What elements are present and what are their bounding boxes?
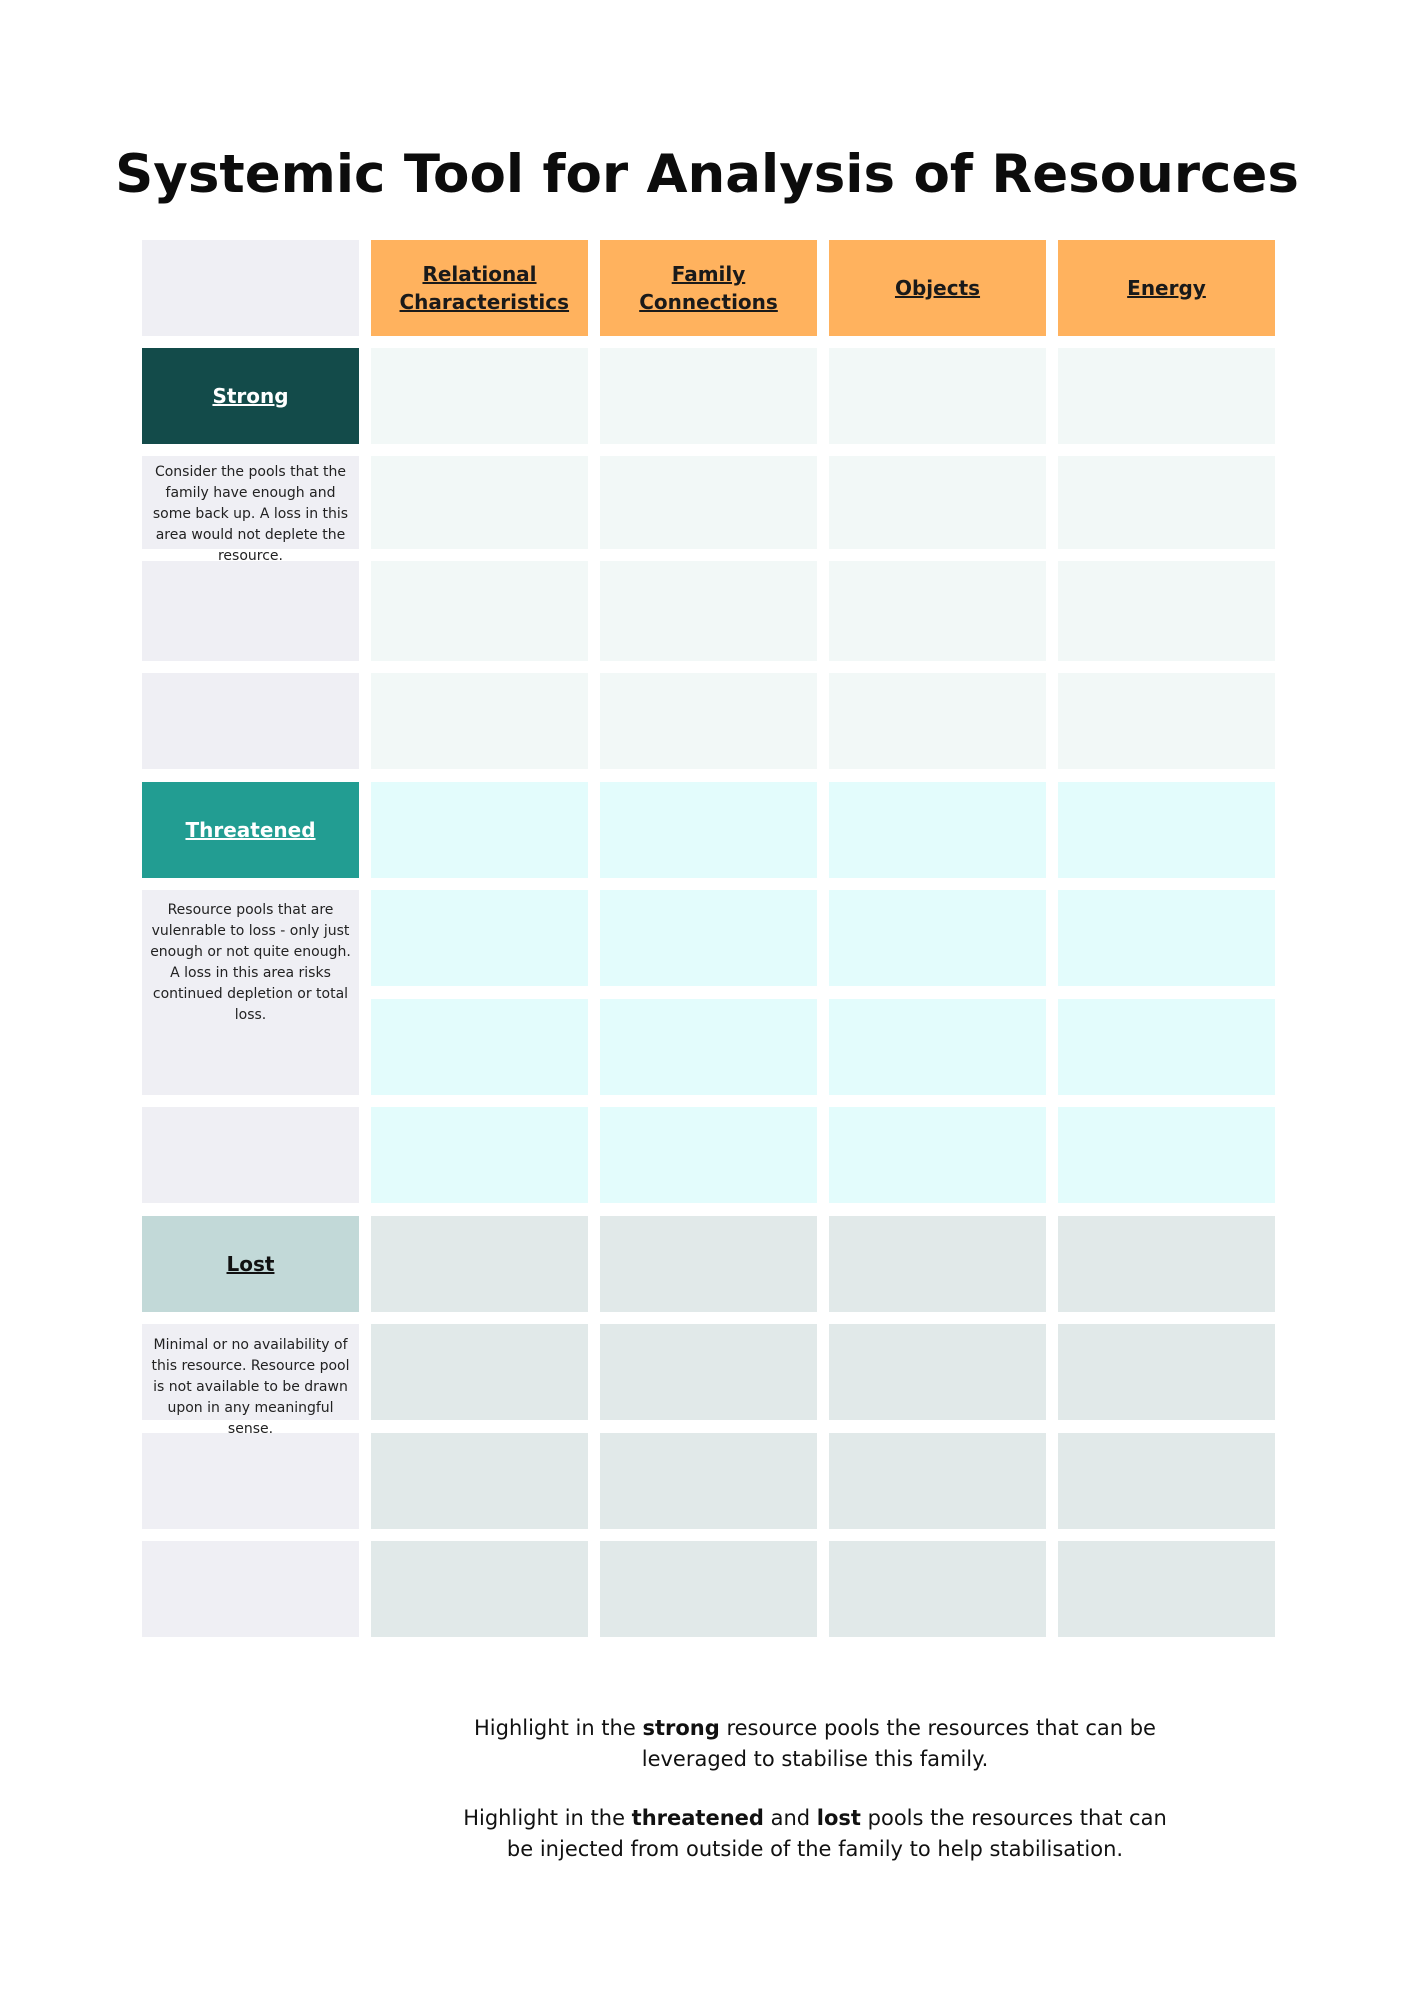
- grid-cell-strong[interactable]: [829, 456, 1046, 549]
- grid-cell-threatened[interactable]: [600, 782, 817, 878]
- grid-cell-lost[interactable]: [371, 1216, 588, 1312]
- grid-cell-lost[interactable]: [829, 1216, 1046, 1312]
- instruction-strong: [455, 1713, 1175, 1775]
- grid-cell-strong[interactable]: [1058, 561, 1275, 661]
- grid-cell-threatened[interactable]: [371, 782, 588, 878]
- column-header-label: Family Connections: [639, 262, 778, 314]
- grid-cell-strong[interactable]: [600, 673, 817, 769]
- instruction-emphasis: strong: [642, 1716, 720, 1740]
- grid-cell-threatened[interactable]: [829, 1107, 1046, 1203]
- column-header-family-connections: [600, 240, 817, 336]
- column-header-objects: [829, 240, 1046, 336]
- left-blank-cell: [142, 561, 359, 661]
- section-label-threatened: [142, 782, 359, 878]
- instruction-text: Highlight in the: [463, 1806, 632, 1830]
- corner-cell: [142, 240, 359, 336]
- column-header-relational: [371, 240, 588, 336]
- grid-cell-threatened[interactable]: [829, 782, 1046, 878]
- left-blank-cell: [142, 1107, 359, 1203]
- grid-cell-threatened[interactable]: [600, 1107, 817, 1203]
- grid-cell-strong[interactable]: [1058, 348, 1275, 444]
- grid-cell-strong[interactable]: [600, 456, 817, 549]
- grid-cell-threatened[interactable]: [371, 1107, 588, 1203]
- grid-cell-lost[interactable]: [1058, 1541, 1275, 1637]
- instruction-text: resource pools the resources that can be leveraged to stabilise this family.: [641, 1716, 1156, 1771]
- grid-cell-threatened[interactable]: [829, 890, 1046, 986]
- column-header-label: Objects: [894, 276, 981, 300]
- grid-cell-threatened[interactable]: [1058, 1107, 1275, 1203]
- grid-cell-threatened[interactable]: [1058, 999, 1275, 1095]
- grid-cell-lost[interactable]: [1058, 1216, 1275, 1312]
- grid-cell-lost[interactable]: [600, 1541, 817, 1637]
- grid-cell-strong[interactable]: [371, 561, 588, 661]
- left-blank-cell: [142, 1541, 359, 1637]
- section-label-lost: [142, 1216, 359, 1312]
- left-blank-cell: [142, 673, 359, 769]
- section-description-strong: Consider the pools that the family have enough and some back up. A loss in this area would not deplete the resource.: [152, 464, 349, 564]
- grid-cell-lost[interactable]: [371, 1541, 588, 1637]
- column-header-label: Relational Characteristics: [399, 262, 570, 314]
- grid-cell-lost[interactable]: [829, 1541, 1046, 1637]
- grid-cell-lost[interactable]: [600, 1216, 817, 1312]
- instruction-emphasis: threatened: [631, 1806, 764, 1830]
- instruction-emphasis: lost: [816, 1806, 861, 1830]
- instruction-text: and: [763, 1806, 817, 1830]
- column-header-energy: [1058, 240, 1275, 336]
- grid-cell-lost[interactable]: [1058, 1324, 1275, 1420]
- section-label-text: Lost: [226, 1252, 275, 1276]
- grid-cell-strong[interactable]: [1058, 673, 1275, 769]
- grid-cell-lost[interactable]: [600, 1324, 817, 1420]
- grid-cell-lost[interactable]: [371, 1433, 588, 1529]
- grid-cell-strong[interactable]: [829, 348, 1046, 444]
- grid-cell-lost[interactable]: [829, 1324, 1046, 1420]
- grid-cell-threatened[interactable]: [371, 999, 588, 1095]
- grid-cell-threatened[interactable]: [829, 999, 1046, 1095]
- grid-cell-lost[interactable]: [371, 1324, 588, 1420]
- grid-cell-strong[interactable]: [1058, 456, 1275, 549]
- grid-cell-strong[interactable]: [829, 673, 1046, 769]
- grid-cell-strong[interactable]: [371, 348, 588, 444]
- page-title: Systemic Tool for Analysis of Resources: [115, 144, 1299, 205]
- grid-cell-threatened[interactable]: [600, 999, 817, 1095]
- grid-cell-threatened[interactable]: [1058, 782, 1275, 878]
- section-label-strong: [142, 348, 359, 444]
- instruction-text: pools the resources that can be injected from outside of the family to help stabilisation.: [506, 1806, 1167, 1861]
- grid-cell-lost[interactable]: [600, 1433, 817, 1529]
- section-label-text: Strong: [212, 384, 289, 408]
- instruction-threatened-lost: [455, 1803, 1175, 1865]
- grid-cell-strong[interactable]: [829, 561, 1046, 661]
- grid-cell-strong[interactable]: [371, 456, 588, 549]
- grid-cell-threatened[interactable]: [600, 890, 817, 986]
- section-label-text: Threatened: [185, 818, 316, 842]
- left-blank-cell: [142, 1433, 359, 1529]
- grid-cell-threatened[interactable]: [371, 890, 588, 986]
- column-header-label: Energy: [1127, 276, 1206, 300]
- grid-cell-lost[interactable]: [829, 1433, 1046, 1529]
- grid-cell-strong[interactable]: [600, 561, 817, 661]
- grid-cell-lost[interactable]: [1058, 1433, 1275, 1529]
- section-description-threatened: Resource pools that are vulenrable to loss - only just enough or not quite enough. A loss in this area risks continued depletion or total loss.: [150, 902, 351, 1023]
- instruction-text: Highlight in the: [474, 1716, 643, 1740]
- section-description-lost: Minimal or no availability of this resource. Resource pool is not available to be drawn upon in any meaningful sense.: [151, 1337, 350, 1437]
- grid-cell-strong[interactable]: [371, 673, 588, 769]
- grid-cell-strong[interactable]: [600, 348, 817, 444]
- grid-cell-threatened[interactable]: [1058, 890, 1275, 986]
